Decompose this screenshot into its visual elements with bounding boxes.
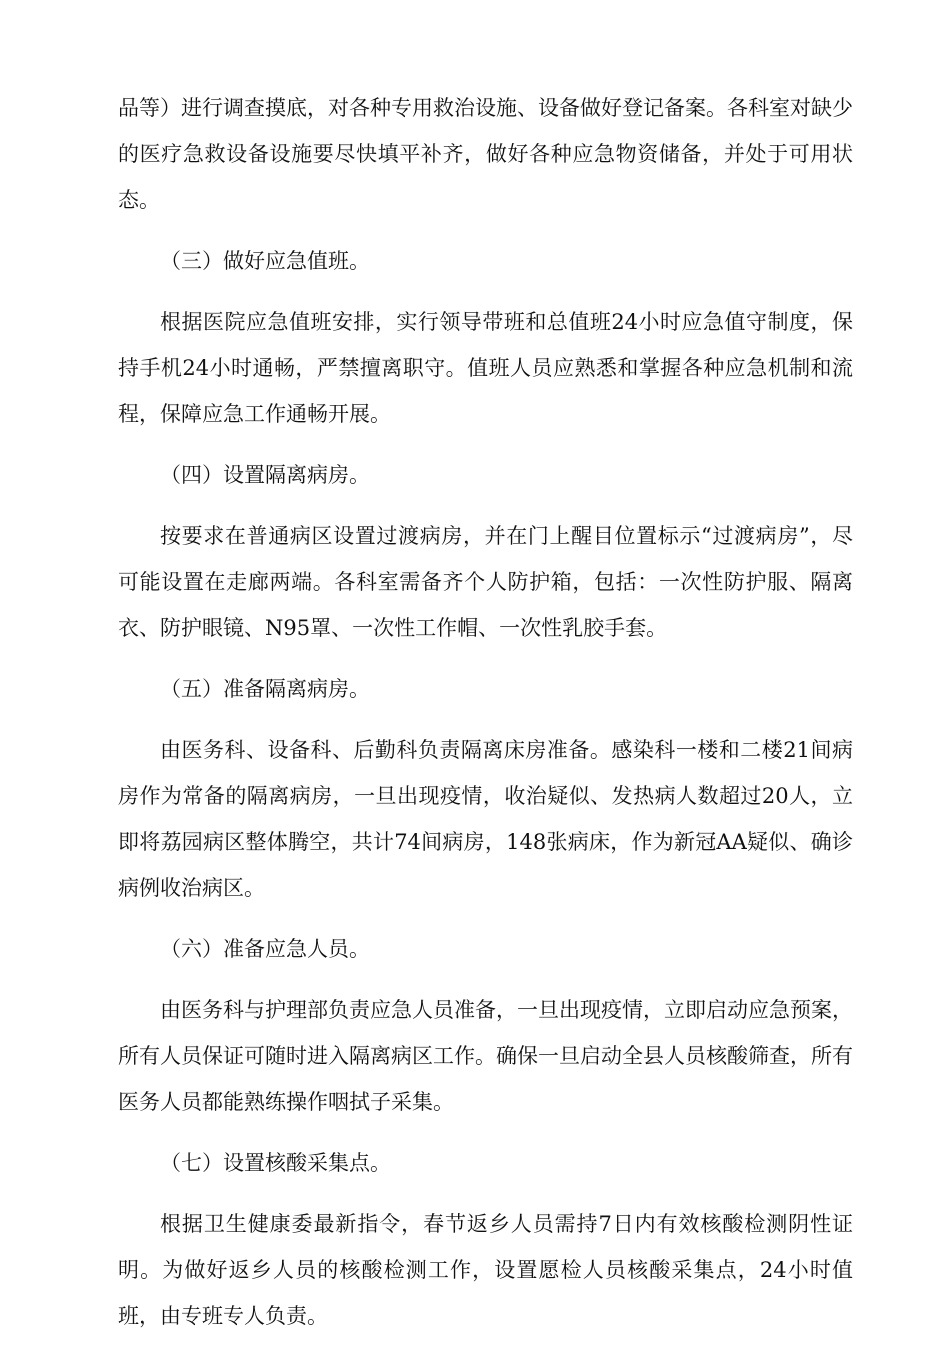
paragraph-isolation-ward: 由医务科、设备科、后勤科负责隔离床房准备。感染科一楼和二楼21间病房作为常备的隔离病房，一旦出现疫情，收治疑似、发热病人数超过20人，立即将荔园病区整体腾空，共计74间病房，148张病床，作为新冠AA疑似、确诊病例收治病区。 (118, 738, 853, 900)
section-heading-emergency-duty: （三）做好应急值班。 (160, 249, 370, 273)
section-heading-emergency-staff: （六）准备应急人员。 (160, 937, 370, 961)
paragraph-emergency-duty: 根据医院应急值班安排，实行领导带班和总值班24小时应急值守制度，保持手机24小时通畅，严禁擅离职守。值班人员应熟悉和掌握各种应急机制和流程，保障应急工作通畅开展。 (118, 310, 853, 426)
section-heading-transition-ward: （四）设置隔离病房。 (160, 463, 370, 487)
paragraph-emergency-supplies: 品等）进行调查摸底，对各种专用救治设施、设备做好登记备案。各科室对缺少的医疗急救设备设施要尽快填平补齐，做好各种应急物资储备，并处于可用状态。 (118, 96, 853, 212)
paragraph-emergency-staff: 由医务科与护理部负责应急人员准备，一旦出现疫情，立即启动应急预案，所有人员保证可随时进入隔离病区工作。确保一旦启动全县人员核酸筛查，所有医务人员都能熟练操作咽拭子采集。 (118, 998, 853, 1114)
section-heading-sampling-point: （七）设置核酸采集点。 (160, 1151, 391, 1175)
section-heading-isolation-ward: （五）准备隔离病房。 (160, 677, 370, 701)
document-body (118, 85, 853, 1354)
paragraph-sampling-point: 根据卫生健康委最新指令，春节返乡人员需持7日内有效核酸检测阴性证明。为做好返乡人员的核酸检测工作，设置愿检人员核酸采集点，24小时值班，由专班专人负责。 (118, 1212, 853, 1328)
paragraph-transition-ward: 按要求在普通病区设置过渡病房，并在门上醒目位置标示“过渡病房”，尽可能设置在走廊两端。各科室需备齐个人防护箱，包括：一次性防护服、隔离衣、防护眼镜、N95罩、一次性工作帽、一次性乳胶手套。 (118, 524, 853, 640)
